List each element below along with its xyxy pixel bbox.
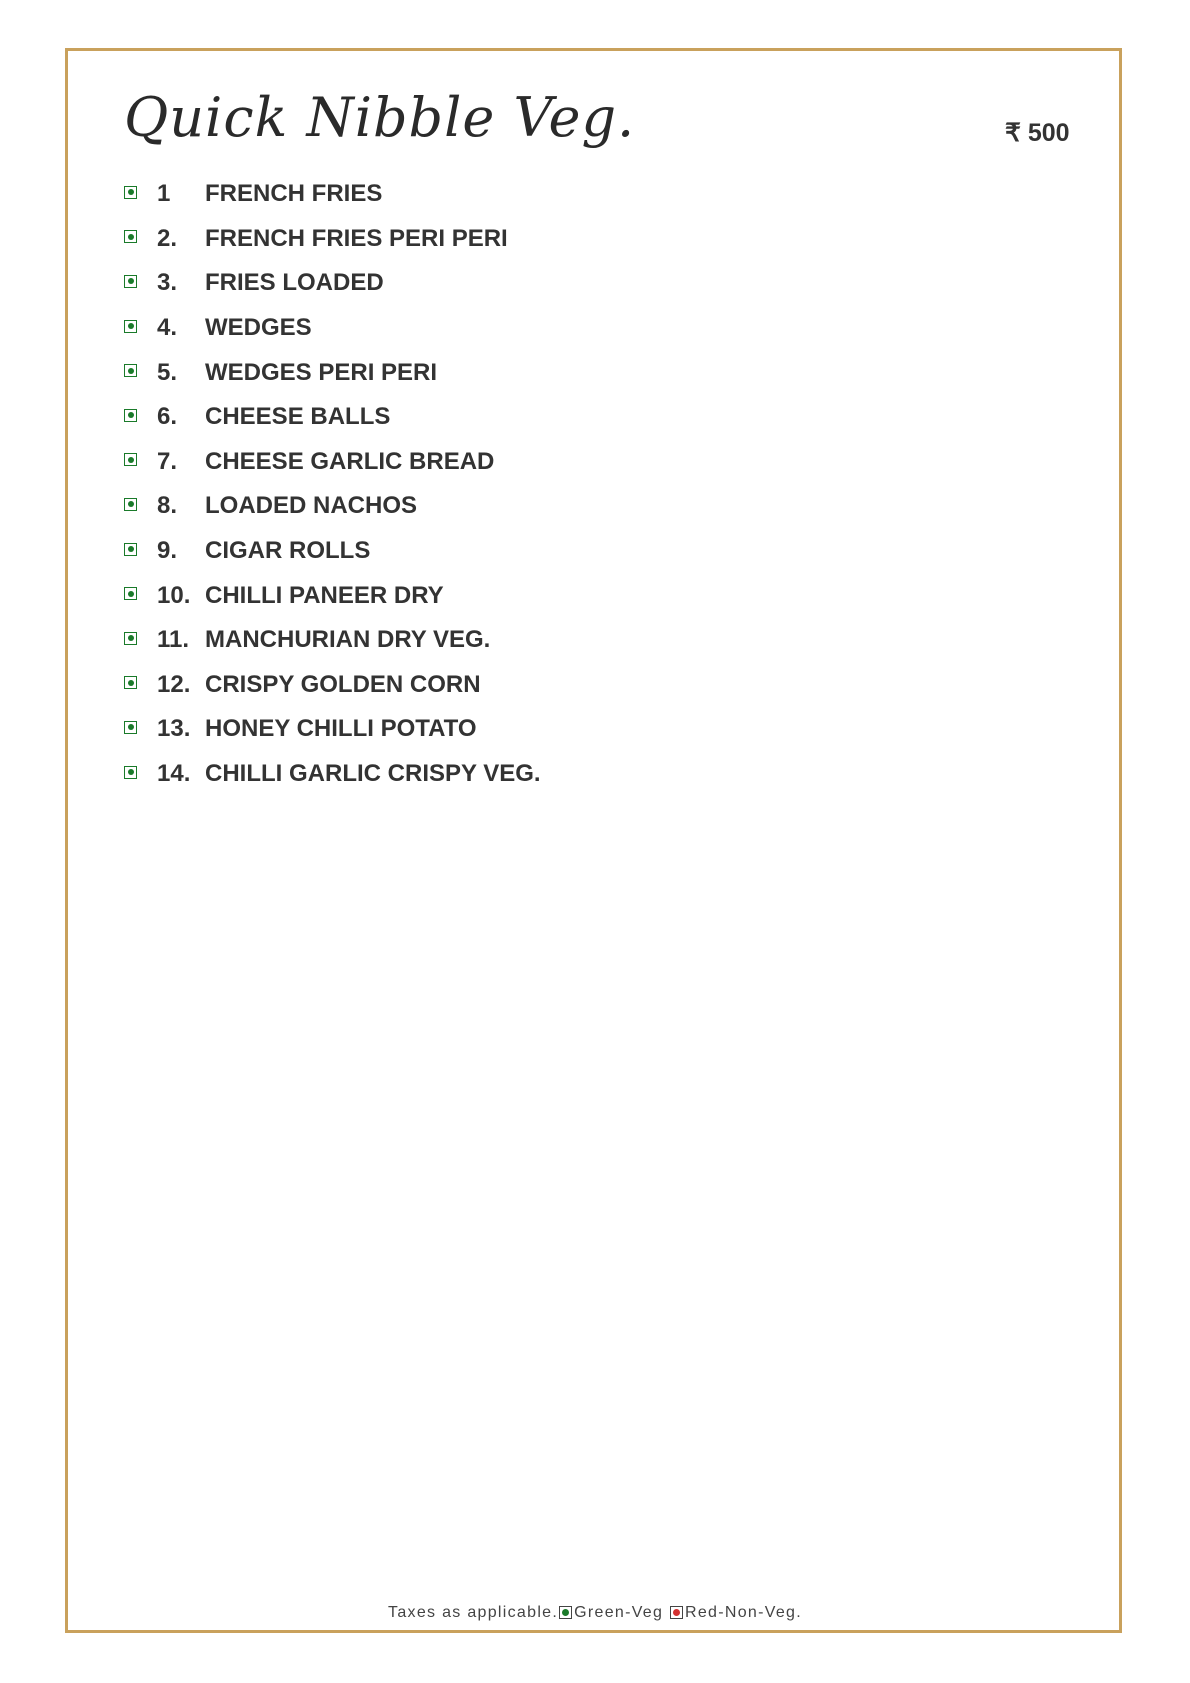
veg-symbol-icon	[124, 676, 137, 689]
veg-symbol-icon	[124, 766, 137, 779]
menu-item	[124, 306, 541, 351]
menu-item	[124, 573, 541, 618]
veg-symbol-icon	[124, 721, 137, 734]
veg-symbol-icon	[124, 543, 137, 556]
menu-item-number: 8.	[157, 492, 178, 520]
menu-item	[124, 217, 541, 262]
veg-symbol-icon	[124, 320, 137, 333]
veg-legend-label: Green-Veg	[574, 1604, 664, 1621]
menu-item-name: LOADED NACHOS	[205, 492, 418, 520]
veg-symbol-icon	[124, 587, 137, 600]
veg-symbol-icon	[124, 453, 137, 466]
menu-item	[124, 172, 541, 217]
menu-item-number: 4.	[157, 314, 178, 342]
section-price: ₹ 500	[1005, 119, 1070, 147]
menu-item-number: 11.	[157, 626, 190, 654]
menu-item-number: 1	[157, 180, 171, 208]
veg-symbol-icon	[124, 275, 137, 288]
footer-note	[0, 1604, 1190, 1622]
green-veg-icon	[559, 1606, 572, 1619]
menu-item-number: 7.	[157, 447, 178, 475]
menu-item-number: 5.	[157, 358, 178, 386]
menu-item-name: HONEY CHILLI POTATO	[205, 715, 477, 743]
veg-symbol-icon	[124, 364, 137, 377]
menu-section-title: Quick Nibble Veg.	[124, 86, 636, 149]
menu-item	[124, 440, 541, 485]
menu-item-name: CIGAR ROLLS	[205, 537, 371, 565]
menu-item-name: CHEESE BALLS	[205, 403, 391, 431]
menu-item-number: 6.	[157, 403, 178, 431]
veg-symbol-icon	[124, 230, 137, 243]
menu-item-list	[124, 172, 541, 796]
menu-item-name: CHEESE GARLIC BREAD	[205, 447, 495, 475]
menu-item	[124, 529, 541, 574]
menu-item	[124, 752, 541, 797]
menu-item-number: 14.	[157, 760, 191, 788]
menu-item-number: 9.	[157, 537, 178, 565]
red-nonveg-icon	[670, 1606, 683, 1619]
menu-item	[124, 663, 541, 708]
menu-item	[124, 484, 541, 529]
nonveg-legend-label: Red-Non-Veg.	[684, 1604, 802, 1621]
menu-item	[124, 261, 541, 306]
veg-symbol-icon	[124, 186, 137, 199]
menu-item	[124, 395, 541, 440]
menu-item-name: FRENCH FRIES	[205, 180, 383, 208]
menu-item-name: WEDGES PERI PERI	[205, 358, 438, 386]
veg-symbol-icon	[124, 498, 137, 511]
menu-item-name: MANCHURIAN DRY VEG.	[205, 626, 491, 654]
menu-item-name: FRENCH FRIES PERI PERI	[205, 224, 508, 252]
menu-item	[124, 618, 541, 663]
menu-item	[124, 707, 541, 752]
menu-item-name: CRISPY GOLDEN CORN	[205, 670, 481, 698]
menu-item-name: CHILLI GARLIC CRISPY VEG.	[205, 760, 541, 788]
veg-symbol-icon	[124, 409, 137, 422]
veg-symbol-icon	[124, 632, 137, 645]
menu-item-number: 2.	[157, 224, 178, 252]
menu-item-name: FRIES LOADED	[205, 269, 384, 297]
menu-item-name: WEDGES	[205, 314, 312, 342]
menu-item	[124, 350, 541, 395]
menu-item-number: 13.	[157, 715, 191, 743]
menu-item-number: 12.	[157, 670, 191, 698]
menu-item-number: 10.	[157, 581, 191, 609]
taxes-note: Taxes as applicable.	[388, 1604, 559, 1621]
menu-item-name: CHILLI PANEER DRY	[205, 581, 444, 609]
menu-item-number: 3.	[157, 269, 178, 297]
